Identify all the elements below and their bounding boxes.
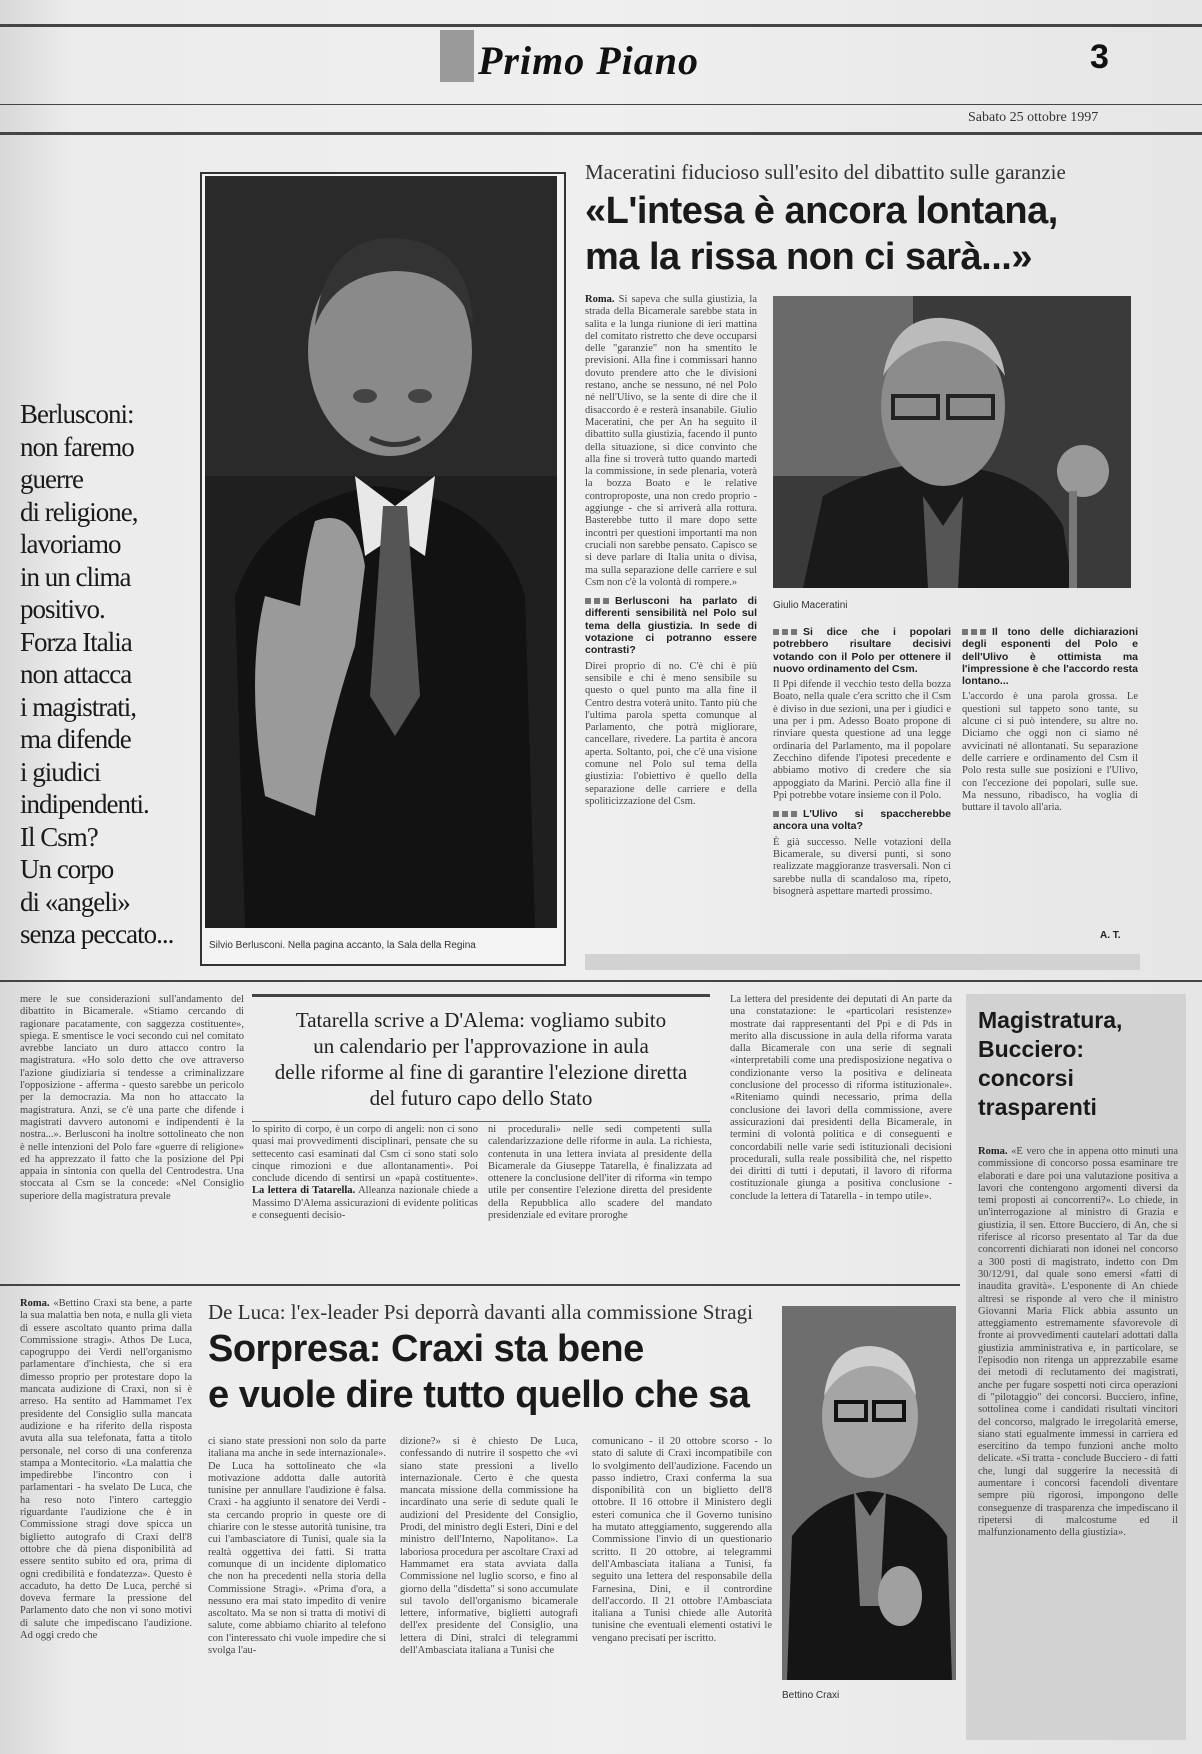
dateline: Roma. xyxy=(585,294,615,305)
quote-line: indipendenti. xyxy=(20,789,149,819)
quote-line: senza peccato... xyxy=(20,919,174,949)
bucciero-text xyxy=(978,1146,1178,1730)
question-marker-icon xyxy=(773,811,799,817)
bucciero-headline xyxy=(978,1006,1183,1122)
maceratini-headline xyxy=(585,188,1185,280)
masthead-initial-block-p xyxy=(440,30,474,82)
section-rule xyxy=(0,980,1202,982)
maceratini-kicker: Maceratini fiducioso sull'esito del dibattito sulle garanzie xyxy=(585,160,1066,184)
section-masthead xyxy=(440,30,700,100)
quote-line: lavoriamo xyxy=(20,529,121,559)
section-rule-2 xyxy=(0,1284,960,1286)
headline-line-2: ma la rissa non ci sarà...» xyxy=(585,236,1032,278)
portrait-illustration xyxy=(773,296,1131,588)
page-number: 3 xyxy=(1090,38,1109,76)
question-marker-icon xyxy=(962,629,988,635)
article-text: «Bettino Craxi sta bene, a parte la sua malattia ben nota, e nulla gli vieta di essere ascoltato quanto prima dalla Commissione stragi». Athos De Luca, capogruppo dei Verdi nell'organismo parlamentare d'inchiesta, che si era dimesso proprio per protestare dopo la mancata audizione di Craxi, non si è arreso. Ha sentito ad Hammamet l'ex presidente del Consiglio sulla mancata audizione e ha riferito della risposta avuta alla sua telefonata, fatta a titolo personale, nel corso di una conferenza stampa a Montecitorio. «La malattia che impedirebbe l'incontro con i parlamentari - ha svelato De Luca, che ha reso noto l'intero carteggio riguardante l'audizione che è in Commissione stragi dove spicca un biglietto autografo di Craxi dell'8 ottobre che dà piena disponibilità ad essere sentito subito ed ora, prima di ogni credibilità e fondatezza». Questo è accaduto, ha detto De Luca, perché si doveva fermare la pressione del Parlamento dato che non vi sono motivi di salute che impediscano l'audizione. Ad oggi credo che xyxy=(20,1298,192,1642)
craxi-photo-caption: Bettino Craxi xyxy=(782,1690,840,1701)
quote-line: di religione, xyxy=(20,496,138,527)
headline-line: delle riforme al fine di garantire l'elezione diretta xyxy=(274,1060,688,1084)
interview-answer: Il Ppi difende il vecchio testo della bozza Boato, nella quale c'era scritto che il Csm è diviso in due sezioni, una per i giudici e una per i pm. Adesso Boato propone di rinviare questa questione ad una legge ordinaria del Parlamento, ma il popolare Zecchino difende l'ipotesi precedente e abbiamo motivo di credere che sia appoggiato da Marini. Perciò alla fine il Ppi potrebbe votare insieme con il Polo. xyxy=(773,679,951,801)
quote-line: Un corpo xyxy=(20,854,114,884)
interview-answer: L'accordo è una parola grossa. Le questioni sul tappeto sono tante, su alcune ci si può intendere, su altre no. Diciamo che oggi non ci siamo né avvicinati né allontanati. Su separazione delle carriere e ordinamento del Csm il Polo resta sulle sue posizioni e l'Ulivo, con l'eccezione dei popolari, sulle sue. Ma nessuno, ribadisco, ha voglia di buttare il tavolo all'aria. xyxy=(962,691,1138,814)
interview-question xyxy=(773,626,951,675)
quote-line: Berlusconi: xyxy=(20,399,134,429)
quote-line: non faremo xyxy=(20,431,134,462)
headline-line: Bucciero: xyxy=(978,1036,1085,1062)
question-marker-icon xyxy=(773,629,799,635)
article-text: Si sapeva che sulla giustizia, la strada della Bicamerale sarebbe stata in salita e la lunga riunione di ieri mattina del comitato ristretto che deve occuparsi delle "garanzie" non ha smentito le previsioni. Alla fine i commissari hanno dovuto prendere atto che le divisioni restano, anche se nessuno, né nel Polo né nell'Ulivo, se la sente di dire che il disaccordo è e resterà insanabile. Giulio Maceratini, che per An ha seguito il dibattito sulla giustizia, facendo il punto della situazione, si dice convinto che alla fine si troverà tutto quando martedì la commissione, in sede plenaria, voterà la bozza Boato e le relative controproposte, una non credo proprio - aggiunge - che si arriverà alla rottura. Basterebbe tutto il mare dopo sette incontri per questioni importanti ma non cruciali non sarebbe pensato. Capisco se si deve parlare di Italia unita o divisa, ma sulla separazione delle carriere e sul Csm non c'è la volontà di rompere.» xyxy=(585,294,757,588)
question-text: Il tono delle dichiarazioni degli esponenti del Polo e dell'Ulivo è ottimista ma l'impressione è che l'accordo resta lontano... xyxy=(962,626,1138,688)
quote-line: di «angeli» xyxy=(20,886,130,917)
headline-line: un calendario per l'approvazione in aula xyxy=(313,1034,649,1058)
interview-answer: Direi proprio di no. C'è chi è più sensibile e chi è meno sensibile su questo o quel punto ma alla fine il Centro destra voterà unito. Tanto più che l'ultima parola spetta comunque al Parlamento, che potrà migliorare, cancellare, rivedere. La partita è ancora aperta. Soltanto, poi, che c'è una visione comune nel Polo sul tema della giustizia: l'obiettivo è quello della separazione delle carriere e della spoliticizzazione del Csm. xyxy=(585,660,757,807)
berlusconi-photo xyxy=(205,176,557,928)
headline-line: del futuro capo dello Stato xyxy=(369,1086,593,1110)
headline-line-1: «L'intesa è ancora lontana, xyxy=(585,190,1058,232)
craxi-column-c: comunicano - il 20 ottobre scorso - lo stato di salute di Craxi incompatibile con lo svolgimento dell'audizione. Facendo un passo indietro, Craxi conferma la sua disponibilità con un biglietto dell'8 ottobre. Il 16 ottobre il Ministero degli esteri comunica che il Governo tunisino ha mutato atteggiamento, suggerendo alla Commissione l'invio di un questionario scritto. Il 20 ottobre, ai telegrammi dell'Ambasciata italiana a Tunisi, fa seguito una lettera del responsabile della Farnesina, Dini, e il contrordine dell'accordo. Il 21 ottobre l'Ambasciata italiana a Tunisi chiede alle Autorità tunisine che eventuali elementi ostativi le vengano precisati per iscritto. xyxy=(592,1436,772,1644)
article-text: lo spirito di corpo, è un corpo di angeli: non ci sono quasi mai provvedimenti disciplinari, pensate che su settecento casi esaminati dal Csm ci sono stati solo cinque rimozioni e due allontanamenti». Poi conclude dicendo di sentirsi un «papà costituente». xyxy=(252,1124,478,1185)
dateline: Roma. xyxy=(978,1146,1008,1157)
maceratini-photo-caption: Giulio Maceratini xyxy=(773,600,848,611)
quote-line: non attacca xyxy=(20,659,132,689)
interview-question xyxy=(773,808,951,833)
masthead-title: Primo Piano xyxy=(478,38,700,83)
quote-line: Forza Italia xyxy=(20,626,132,657)
quote-line: ma difende xyxy=(20,724,131,754)
question-text: Si dice che i popolari potrebbero risultare decisivi votando con il Polo per ottenere il nuovo ordinamento del Csm. xyxy=(773,626,951,675)
maceratini-column-1 xyxy=(585,294,757,944)
craxi-column-a: ci siano state pressioni non solo da parte italiana ma anche in sede internazionale». De Luca ha sottolineato che «la motivazione addotta dalle autorità tunisine per annullare l'audizione è falsa. Craxi - ha aggiunto il senatore dei Verdi - sta cercando proprio in queste ore di chiarire con le stesse autorità tunisine, tra cui l'ambasciatore di Tunisi, quale sia la realtà oggettiva dei fatti. Si tratta comunque di un incidente diplomatico che non ha precedenti nella storia della Commissione Stragi». «Prima d'ora, a nessuno era mai stato impedito di venire ascoltato. Ma se non si tratta di motivi di salute, come abbiamo chiarito al telefono con l'interessato chi vuole impedire che si svolga l'au- xyxy=(208,1436,386,1657)
craxi-headline xyxy=(208,1326,788,1418)
craxi-kicker: De Luca: l'ex-leader Psi deporrà davanti alla commissione Stragi xyxy=(208,1300,753,1324)
article-text: Alleanza nazionale chiede a Massimo D'Alema assicurazioni di evidente politicas e conseguenti decisio- xyxy=(252,1185,478,1222)
tatarella-column-b: ni procedurali» nelle sedi competenti sulla calendarizzazione delle riforme in aula. La richiesta, contenuta in una lettera inviata al presidente della Bicamerale da Giuseppe Tatarella, è finalizzata ad ottenere la conclusione dell'iter di riforma «in tempo utile per consentire l'elezione diretta del presidente della Repubblica allo scadere del mandato presidenziale ed evitare proroghe xyxy=(488,1124,712,1222)
portrait-illustration xyxy=(782,1306,956,1680)
portrait-illustration xyxy=(205,176,557,928)
grey-band xyxy=(585,954,1140,970)
subhead: La lettera di Tatarella. xyxy=(252,1185,356,1197)
interview-answer: È già successo. Nelle votazioni della Bicamerale, su diversi punti, si sono realizzate maggioranze trasversali. Non ci sarebbe nulla di scandaloso ma, ripeto, bisognerà aspettare martedì prossimo. xyxy=(773,836,951,897)
berlusconi-quote xyxy=(20,398,200,951)
quote-line: Il Csm? xyxy=(20,821,98,852)
headline-line: Tatarella scrive a D'Alema: vogliamo subito xyxy=(295,1008,667,1032)
question-marker-icon xyxy=(585,598,611,604)
article-signature: A. T. xyxy=(1100,930,1121,941)
question-text: L'Ulivo si spaccherebbe ancora una volta? xyxy=(773,808,951,833)
headline-line: Magistratura, xyxy=(978,1007,1123,1033)
craxi-column-b: dizione?» si è chiesto De Luca, confessando di nutrire il sospetto che «vi siano state pressioni a livello internazionale. Certo è che questa mancata missione della commissione ha incardinato una serie di sedute quali le audizioni del Presidente del Consiglio, Prodi, del ministro degli Esteri, Dini e del ministro dell'Interno, Napolitano». La laboriosa procedura per ascoltare Craxi ad Hammamet era stata avviata dalla Commissione nel luglio scorso, e fino al giorno della "disdetta" si sono accumulate sul tavolo dell'organismo bicamerale lettere, informative, biglietti autografi dell'ex presidente del Consiglio, una lettera di Dini, stralci di telegrammi dell'Ambasciata italiana a Tunisi che xyxy=(400,1436,578,1657)
question-text: Berlusconi ha parlato di differenti sensibilità nel Polo sul tema della giustizia. In sede di votazione ci potranno essere contrasti? xyxy=(585,595,757,657)
headline-line: trasparenti xyxy=(978,1094,1097,1120)
headline-line-1: Sorpresa: Craxi sta bene xyxy=(208,1328,644,1370)
tatarella-lead-column: mere le sue considerazioni sull'andamento del dibattito in Bicamerale. «Stiamo cercando di ragionare pacatamente, con saggezza costituente», spiega. E smentisce le voci secondo cui nel comitato avrebbe lanciato un duro attacco contro la magistratura. «Ho solo detto che ove attraverso l'azione giudiziaria si tendesse a criminalizzare l'opposizione - afferma - questo sarebbe un pericolo per la democrazia. Ma non ho attaccato la magistratura. Anzi, se c'è una parte che difende i magistrati davvero autonomi e indipendenti è la nostra...». Berlusconi ha inoltre sottolineato che non è nelle intenzioni del Polo fare «guerre di religione» ed ha apprezzato il fatto che la posizione del Ppi appaia in sintonia con quella del Centrodestra. Una stoccata al Csm se la concede: «Nel Consiglio superiore della magistratura prevale xyxy=(20,994,244,1202)
top-rule xyxy=(0,24,1202,27)
tatarella-headline-box xyxy=(252,994,710,1122)
quote-line: i giudici xyxy=(20,756,101,787)
maceratini-column-2 xyxy=(773,626,951,944)
header-bottom-rule xyxy=(0,132,1202,135)
interview-question xyxy=(962,626,1138,687)
maceratini-column-3 xyxy=(962,626,1138,944)
tatarella-column-c: La lettera del presidente dei deputati di An parte da una constatazione: le «particolari resistenze» mostrate dai rappresentanti del Ppi e di Pds in merito alla discussione in aula della riforma varata dalla Bicamerale con una serie di segnali «interpretabili come una predisposizione negativa o condizionante verso la positiva e delineata conclusione del processo di riforma istituzionale». «Riteniamo quindi necessario, prima della conclusione dei lavori della commissione, avere assicurazioni dai presidenti della Bicamerale, in termini di volontà politica e di conseguenti e concordabili nelle varie sedi istituzionali decisioni procedurali, sulla reale possibilità che, nel rispetto dei diritti di tutti i deputati, il lavoro di riforma costituzionale giunga a positiva conclusione - conclude la lettera di Tatarella - in tempo utile». xyxy=(730,994,952,1202)
tatarella-column-a xyxy=(252,1124,478,1274)
craxi-lead-column xyxy=(20,1298,192,1742)
berlusconi-photo-caption: Silvio Berlusconi. Nella pagina accanto, la Sala della Regina xyxy=(209,940,476,951)
headline-line: concorsi xyxy=(978,1065,1074,1091)
craxi-photo xyxy=(782,1306,956,1680)
headline-line-2: e vuole dire tutto quello che sa xyxy=(208,1374,750,1416)
quote-line: in un clima xyxy=(20,561,131,592)
dateline: Roma. xyxy=(20,1298,50,1309)
quote-line: positivo. xyxy=(20,594,105,624)
quote-line: i magistrati, xyxy=(20,691,136,722)
maceratini-photo xyxy=(773,296,1131,588)
interview-question xyxy=(585,595,757,656)
issue-date: Sabato 25 ottobre 1997 xyxy=(968,110,1099,125)
article-text: «È vero che in appena otto minuti una commissione di concorso possa esaminare tre elaborati e dare poi una valutazione positiva a lavori che contengono argomenti diversi da temi proposti ai concorrenti?». Lo chiede, in un'interrogazione al ministro di Grazia e giustizia, il sen. Ettore Bucciero, di An, che si riferisce al ricorso presentato al Tar da due concorrenti dichiarati non idonei nel concorso a 300 posti di magistrato, indetto con Dm 30/12/91, dal quale sono emersi «fatti di inaudita gravità». L'esponente di An chiede altresì se risponde al vero che il ministro Giovanni Maria Flick abbia assunto un atteggiamento estremamente sfavorevole di fronte ai provvedimenti cautelari adottati dalla giustizia amministrativa e, in particolare, se l'episodio non ritenga un apprezzabile esame dei metodi di reclutamento dei magistrati, anche per fugare sospetti noti circa operazioni di "pilotaggio" dei concorsi. Bucciero, infine, sottolinea come i candidati risultati vincitori del concorso, malgrado le irregolarità emerse, siano stati egualmente immessi in carriera ed esercitino da tempo funzioni anche molto delicate. «Si tratta - conclude Bucciero - di fatti che, lungi dal suggerire la necessità di aumentare i concorsi facendoli diventare sempre più rigorosi, impongono delle conseguenze di trasparenza che impediscano il ripetersi di malcostume ed il malfunzionamento della giustizia». xyxy=(978,1146,1178,1539)
tatarella-headline xyxy=(252,997,710,1111)
quote-line: guerre xyxy=(20,464,83,494)
masthead-rule xyxy=(0,104,1202,105)
